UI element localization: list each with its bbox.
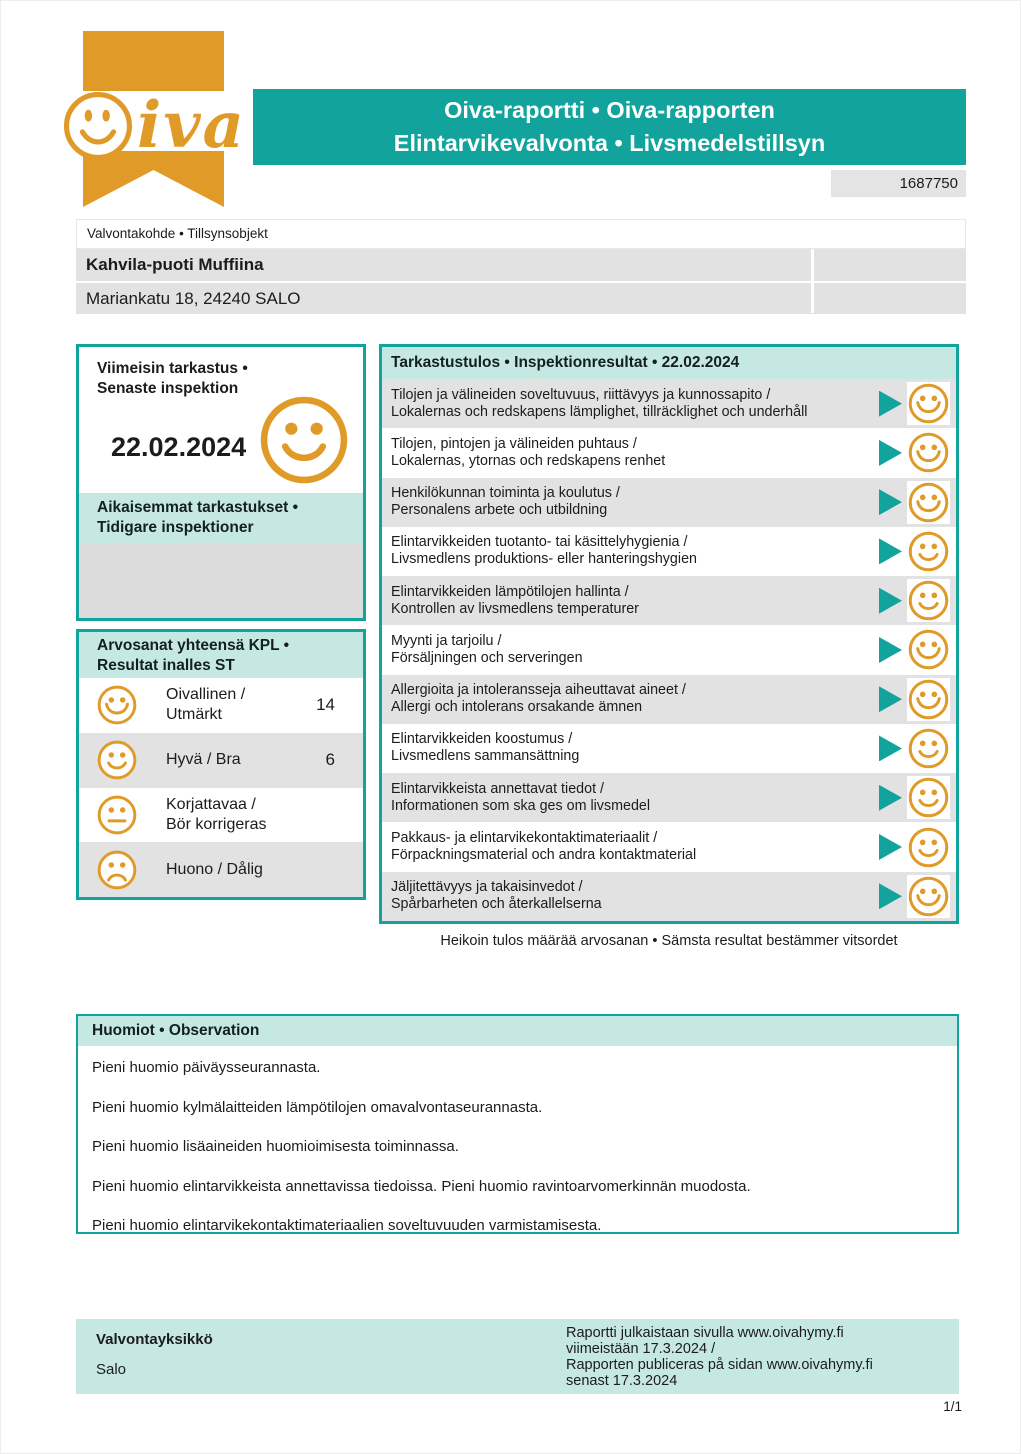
subject-cell-divider [811, 249, 814, 313]
result-text [382, 584, 639, 618]
grade-summary-title-line1: Arvosanat yhteensä KPL • [97, 637, 290, 654]
result-line-fi: Elintarvikkeiden tuotanto- tai käsittelyhygienia / [391, 534, 688, 551]
result-row [382, 428, 956, 477]
subject-block [76, 219, 966, 314]
arrow-right-icon [879, 785, 902, 811]
grade-row-huono [79, 842, 363, 897]
publish-line: senast 17.3.2024 [566, 1373, 678, 1389]
grade-label [166, 860, 263, 880]
smiley-hyva-icon [907, 579, 950, 622]
result-line-fi: Elintarvikkeiden koostumus / [391, 731, 573, 748]
publish-info [566, 1325, 873, 1389]
smiley-oivallinen-icon [907, 628, 950, 671]
report-number: 1687750 [831, 170, 966, 197]
result-line-sv: Personalens arbete och utbildning [391, 502, 608, 519]
latest-inspection-panel [76, 344, 366, 621]
arrow-right-icon [879, 883, 902, 909]
result-text [382, 682, 686, 716]
latest-title-line1: Viimeisin tarkastus • [97, 360, 248, 377]
smiley-hyva-icon [907, 530, 950, 573]
subject-address: Mariankatu 18, 24240 SALO [76, 283, 966, 314]
smiley-hyva-icon [257, 393, 351, 487]
result-row [382, 822, 956, 871]
result-text [382, 485, 620, 519]
publish-line: Raportti julkaistaan sivulla www.oivahymy.fi [566, 1325, 844, 1341]
inspection-results-panel [379, 344, 959, 924]
result-line-sv: Försäljningen och serveringen [391, 649, 583, 666]
result-row [382, 773, 956, 822]
result-line-sv: Spårbarheten och återkallelserna [391, 896, 602, 913]
result-text [382, 387, 807, 421]
result-line-fi: Pakkaus- ja elintarvikekontaktimateriaalit / [391, 830, 658, 847]
result-row [382, 625, 956, 674]
grade-summary-panel [76, 629, 366, 900]
grade-label-line2: Bör korrigeras [166, 815, 267, 833]
arrow-right-icon [879, 834, 902, 860]
subject-label: Valvontakohde • Tillsynsobjekt [76, 219, 966, 249]
footer-band [76, 1319, 959, 1394]
result-text [382, 633, 583, 667]
result-text [382, 830, 696, 864]
result-row [382, 576, 956, 625]
latest-title-line2: Senaste inspektion [97, 380, 239, 397]
subject-name [76, 249, 966, 281]
smiley-oivallinen-icon [907, 382, 950, 425]
publish-line: Rapporten publiceras på sidan www.oivahymy.fi [566, 1357, 873, 1373]
result-text [382, 436, 665, 470]
result-line-fi: Jäljitettävyys ja takaisinvedot / [391, 879, 583, 896]
report-title-banner [253, 89, 966, 165]
grade-label-line1: Hyvä / Bra [166, 751, 241, 769]
smiley-huono-icon [96, 849, 138, 891]
arrow-right-icon [879, 440, 902, 466]
observations-header: Huomiot • Observation [78, 1016, 957, 1046]
page-number: 1/1 [943, 1399, 962, 1414]
result-line-fi: Myynti ja tarjoilu / [391, 632, 502, 649]
arrow-right-icon [879, 637, 902, 663]
publish-line: viimeistään 17.3.2024 / [566, 1341, 716, 1357]
result-row [382, 527, 956, 576]
previous-inspections-header [79, 493, 363, 543]
observation-note: Pieni huomio kylmälaitteiden lämpötilojen omavalvontaseurannasta. [92, 1098, 543, 1116]
smiley-oivallinen-icon [907, 431, 950, 474]
grade-label-line1: Huono / Dålig [166, 860, 263, 878]
arrow-right-icon [879, 588, 902, 614]
smiley-logo-icon [61, 89, 135, 163]
grade-label-line1: Oivallinen / [166, 686, 246, 704]
result-line-sv: Livsmedlens produktions- eller hanteringshygien [391, 551, 697, 568]
observation-note: Pieni huomio elintarvikekontaktimateriaalien soveltuvuuden varmistamisesta. [92, 1217, 602, 1234]
result-line-fi: Tilojen ja välineiden soveltuvuus, riittävyys ja kunnossapito / [391, 386, 771, 403]
previous-inspections-empty [79, 543, 363, 618]
observations-panel [76, 1014, 959, 1234]
result-line-fi: Tilojen, pintojen ja välineiden puhtaus / [391, 435, 637, 452]
smiley-oivallinen-icon [96, 684, 138, 726]
result-line-sv: Lokalernas, ytornas och redskapens renhet [391, 452, 666, 469]
result-line-fi: Allergioita ja intoleransseja aiheuttavat aineet / [391, 682, 686, 699]
smiley-oivallinen-icon [907, 481, 950, 524]
control-unit-label: Valvontayksikkö [96, 1331, 213, 1348]
results-header: Tarkastustulos • Inspektionresultat • 22.02.2024 [382, 347, 956, 379]
result-row [382, 478, 956, 527]
result-text [382, 781, 650, 815]
latest-inspection-date: 22.02.2024 [111, 432, 247, 462]
oiva-ribbon-top [83, 31, 224, 91]
control-unit-value: Salo [96, 1361, 127, 1378]
grade-label [166, 750, 241, 770]
result-line-fi: Elintarvikkeista annettavat tiedot / [391, 780, 604, 797]
smiley-hyva-icon [907, 776, 950, 819]
result-line-sv: Livsmedlens sammansättning [391, 748, 580, 765]
banner-line-1: Oiva-raportti • Oiva-rapporten [444, 97, 775, 123]
latest-inspection-title [79, 347, 363, 399]
grade-label [166, 795, 266, 835]
arrow-right-icon [879, 686, 902, 712]
grade-row-hyva [79, 733, 363, 788]
smiley-oivallinen-icon [907, 678, 950, 721]
result-line-sv: Allergi och intolerans orsakande ämnen [391, 699, 643, 716]
smiley-hyva-icon [907, 727, 950, 770]
smiley-hyva-icon [96, 739, 138, 781]
result-text [382, 534, 697, 568]
result-line-fi: Elintarvikkeiden lämpötilojen hallinta / [391, 583, 629, 600]
result-line-fi: Henkilökunnan toiminta ja koulutus / [391, 485, 620, 502]
result-row [382, 724, 956, 773]
result-row [382, 379, 956, 428]
grade-row-oivallinen [79, 678, 363, 733]
oiva-logo [61, 89, 246, 163]
grade-summary-title-line2: Resultat inalles ST [97, 657, 235, 674]
grade-label-line2: Utmärkt [166, 706, 222, 724]
subject-name-text: Kahvila-puoti Muffiina [86, 255, 264, 274]
result-line-sv: Förpackningsmaterial och andra kontaktmaterial [391, 847, 697, 864]
grade-count: 14 [316, 695, 335, 715]
result-text [382, 879, 602, 913]
result-row [382, 872, 956, 921]
result-text [382, 731, 579, 765]
result-line-sv: Informationen som ska ges om livsmedel [391, 797, 651, 814]
arrow-right-icon [879, 735, 902, 761]
arrow-right-icon [879, 538, 902, 564]
result-line-sv: Lokalernas och redskapens lämplighet, tillräcklighet och underhåll [391, 403, 808, 420]
observations-body [78, 1046, 957, 1234]
grade-row-korjattavaa [79, 788, 363, 843]
grade-count: 6 [325, 750, 335, 770]
grade-label [166, 685, 245, 725]
observation-note: Pieni huomio lisäaineiden huomioimisesta toiminnassa. [92, 1138, 459, 1155]
observation-note: Pieni huomio elintarvikkeista annettavissa tiedoissa. Pieni huomio ravintoarvomerkinnän muodosta. [92, 1177, 751, 1195]
grade-summary-header [79, 632, 363, 678]
results-footnote: Heikoin tulos määrää arvosanan • Sämsta resultat bestämmer vitsordet [440, 933, 898, 949]
grade-label-line1: Korjattavaa / [166, 795, 256, 813]
banner-line-2: Elintarvikevalvonta • Livsmedelstillsyn [393, 130, 826, 156]
logo-text: iva [137, 88, 246, 163]
smiley-korjattavaa-icon [96, 794, 138, 836]
arrow-right-icon [879, 391, 902, 417]
result-row [382, 675, 956, 724]
result-line-sv: Kontrollen av livsmedlens temperaturer [391, 600, 639, 617]
observation-note: Pieni huomio päiväysseurannasta. [92, 1059, 321, 1076]
smiley-hyva-icon [907, 826, 950, 869]
previous-title-line1: Aikaisemmat tarkastukset • [97, 499, 299, 516]
previous-title-line2: Tidigare inspektioner [97, 519, 254, 536]
smiley-oivallinen-icon [907, 875, 950, 918]
arrow-right-icon [879, 489, 902, 515]
